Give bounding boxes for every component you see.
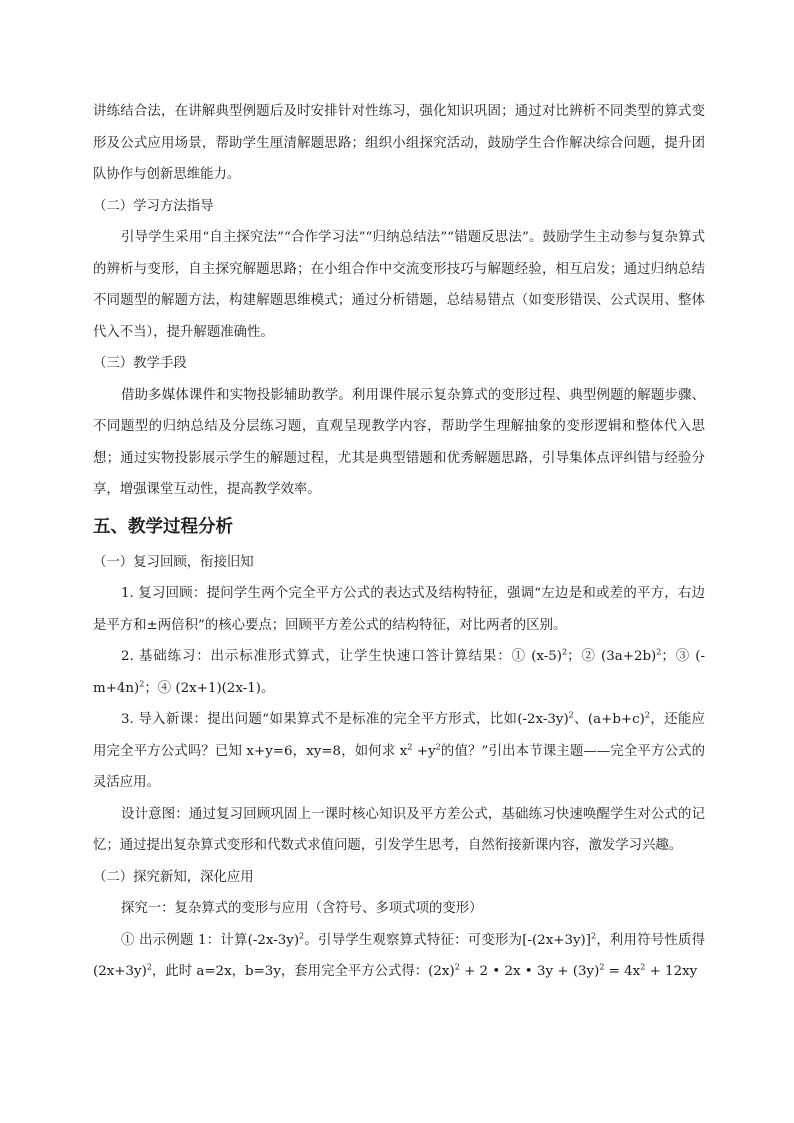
text-fragment: ；③ (-m+4n) [93,649,705,696]
text-fragment: + 12xy [645,964,698,979]
text-fragment: 2. 基础练习：出示标准形式算式，让学生快速口答计算结果：① (x-5) [121,649,563,664]
paragraph-example-1 [93,925,705,988]
text-fragment: ；④ (2x+1)(2x-1)。 [144,680,275,696]
paragraph-learning-method: 引导学生采用“自主探究法”“合作学习法”“归纳总结法”“错题反思法”。鼓励学生主动参与复杂算式的辨析与变形，自主探究解题思路；在小组合作中交流变形技巧与解题经验，相互启发；通过归纳总结不同题型的解题方法，构建解题思维模式；通过分析错题，总结易错点（如变形错误、公式误用、整体代入不当），提升解题准确性。 [93,230,705,340]
document-body [93,96,705,988]
text-fragment: ，利用符号性质得(2x+3y) [93,932,706,979]
heading-teaching-means: （三）教学手段 [93,356,187,371]
superscript: 2 [591,931,597,941]
paragraph-intro: 讲练结合法，在讲解典型例题后及时安排针对性练习，强化知识巩固；通过对比辨析不同类型的算式变形及公式应用场景，帮助学生厘清解题思路；组织小组探究活动，鼓励学生合作解决综合问题，提升团队协作与创新思维能力。 [93,104,705,182]
paragraph-review-1 [93,578,705,641]
text-fragment: 。引导学生观察算式特征：可变形为[-(2x+3y)] [304,932,591,948]
paragraph-review-2 [93,641,705,704]
superscript: 2 [407,742,413,752]
text-fragment: ，此时 a=2x，b=3y，套用完全平方公式得：(2x) [151,964,455,979]
superscript: 2 [656,647,662,657]
paragraph-teaching-means: 借助多媒体课件和实物投影辅助教学。利用课件展示复杂算式的变形过程、典型例题的解题步骤、不同题型的归纳总结及分层练习题，直观呈现教学内容，帮助学生理解抽象的变形逻辑和整体代入思想；通过实物投影展示学生的解题过程，尤其是典型错题和优秀解题思路，引导集体点评纠错与经验分享，增强课堂互动性，提高教学效率。 [93,387,705,497]
text-fragment: 、(a+b+c) [573,712,645,727]
text-fragment: +y [412,743,436,759]
text-fragment: ，还能应用完全平方公式吗？已知 x+y=6，xy=8，如何求 x [93,712,706,759]
superscript: 2 [644,710,650,720]
superscript: 2 [299,931,305,941]
superscript: 2 [640,962,646,972]
text-fragment: ① 出示例题 1：计算(-2x-3y) [121,932,300,948]
superscript: 2 [568,710,574,720]
heading-review: （一）复习回顾，衔接旧知 [93,554,254,570]
text-fragment: 的值？”引出本节课主题——完全平方公式的灵活应用。 [93,743,705,790]
paragraph-design-intent: 设计意图：通过复习回顾巩固上一课时核心知识及平方差公式，基础练习快速唤醒学生对公式的记忆；通过提出复杂算式变形和代数式求值问题，引发学生思考，自然衔接新课内容，激发学习兴趣。 [93,806,705,853]
text-fragment: + 2 • 2x • 3y + (3y) [459,964,600,979]
superscript: 2 [599,962,605,972]
paragraph-explore-1: 探究一：复杂算式的变形与应用（含符号、多项式项的变形） [121,901,483,916]
text-fragment: = 4x [604,964,641,979]
paragraph-review-1-text: 1. 复习回顾：提问学生两个完全平方公式的表达式及结构特征，强调“左边是和或差的平方，右边是平方和±两倍积”的核心要点；回顾平方差公式的结构特征，对比两者的区别。 [93,586,705,633]
section-heading-teaching-process: 五、教学过程分析 [93,516,233,537]
text-fragment: ；② (3a+2b) [567,649,657,664]
superscript: 2 [562,647,568,657]
superscript: 2 [139,679,145,689]
superscript: 2 [454,962,460,972]
text-fragment: 3. 导入新课：提出问题“如果算式不是标准的完全平方形式，比如(-2x-3y) [121,712,569,727]
heading-explore: （二）探究新知，深化应用 [93,869,254,885]
superscript: 2 [435,742,441,752]
superscript: 2 [146,962,152,972]
paragraph-review-3 [93,704,705,799]
heading-learning-method: （二）学习方法指导 [93,198,214,214]
